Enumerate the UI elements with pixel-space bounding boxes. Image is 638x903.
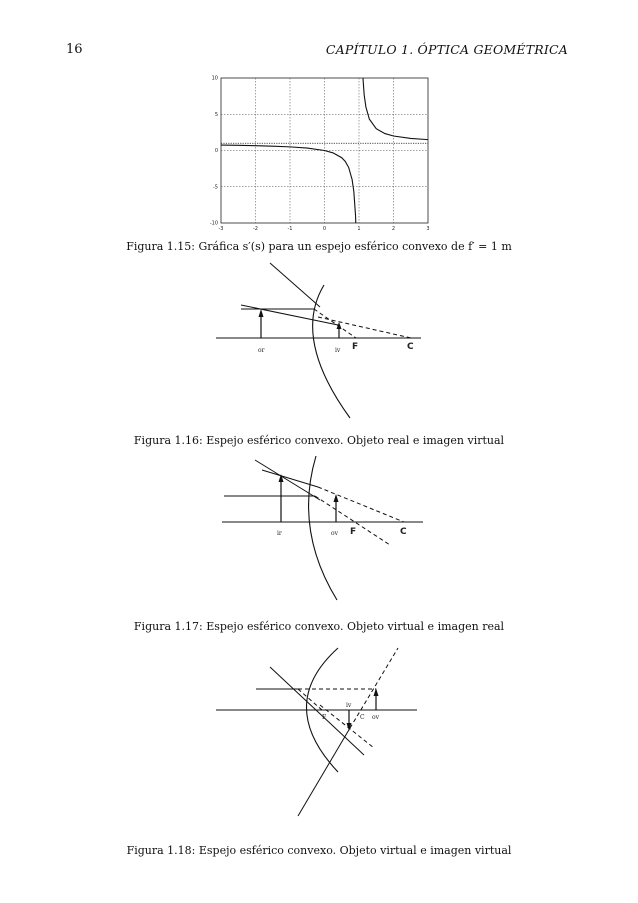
label-image: ir [277,530,282,537]
ray-through-object-solid [298,728,350,816]
real-object-arrowhead [259,309,264,317]
dashed-ray-to-center [318,317,411,338]
y-tick-label: -10 [209,220,218,227]
chapter-header: CAPÍTULO 1. ÓPTICA GEOMÉTRICA [325,42,568,57]
page-number: 16 [66,42,83,57]
label-focus: F [352,342,359,352]
label-object: ov [372,714,380,721]
reflected-ray-long [270,667,364,755]
label-object: ov [331,530,339,537]
convex-mirror-arc [309,456,337,600]
series-line [218,145,357,288]
dashed-ray-to-center [318,487,404,522]
dashed-ray-through-focus [315,496,390,545]
label-object: or [258,347,265,354]
y-tick-label: -5 [213,184,218,191]
figure-1-17-caption: Figura 1.17: Espejo esférico convexo. Objeto virtual e imagen real [133,620,505,633]
dashed-ray-through-center [320,705,374,748]
label-center: C [400,527,407,537]
incident-ray-to-center [262,470,318,487]
label-center: C [360,714,365,721]
x-tick-label: 1 [357,226,361,232]
figure-1-15-caption: Figura 1.15: Gráfica s′(s) para un espejo esférico convexo de f′ = 1 m [126,240,512,253]
x-tick-label: -1 [287,226,293,232]
dashed-ray-to-focus [314,309,356,338]
label-focus: F [322,714,327,721]
figure-1-18-caption: Figura 1.18: Espejo esférico convexo. Objeto virtual e imagen virtual [126,844,512,857]
x-tick-label: 2 [391,226,396,232]
reflected-ray [270,263,320,307]
virtual-object-arrowhead [374,688,379,696]
y-tick-label: 10 [211,75,218,82]
chart-tick-labels [210,76,430,232]
figure-1-16-diagram [216,263,421,418]
figure-1-16-caption: Figura 1.16: Espejo esférico convexo. Objeto real e imagen virtual [133,434,505,447]
x-tick-label: 3 [426,226,430,232]
incident-ray-to-center [241,305,338,325]
label-focus: F [350,527,357,537]
dashed-ray-to-focus [298,689,322,710]
figure-1-18-diagram [216,648,417,816]
figure-1-17-diagram [222,456,423,600]
x-tick-label: 0 [322,226,327,232]
y-tick-label: 0 [214,148,218,155]
x-tick-label: -2 [253,226,258,232]
x-tick-label: -3 [218,226,224,232]
label-center: C [407,342,414,352]
series-line [361,0,428,140]
label-image: iv [346,702,352,709]
label-image: iv [335,347,341,354]
y-tick-label: 5 [214,111,218,118]
